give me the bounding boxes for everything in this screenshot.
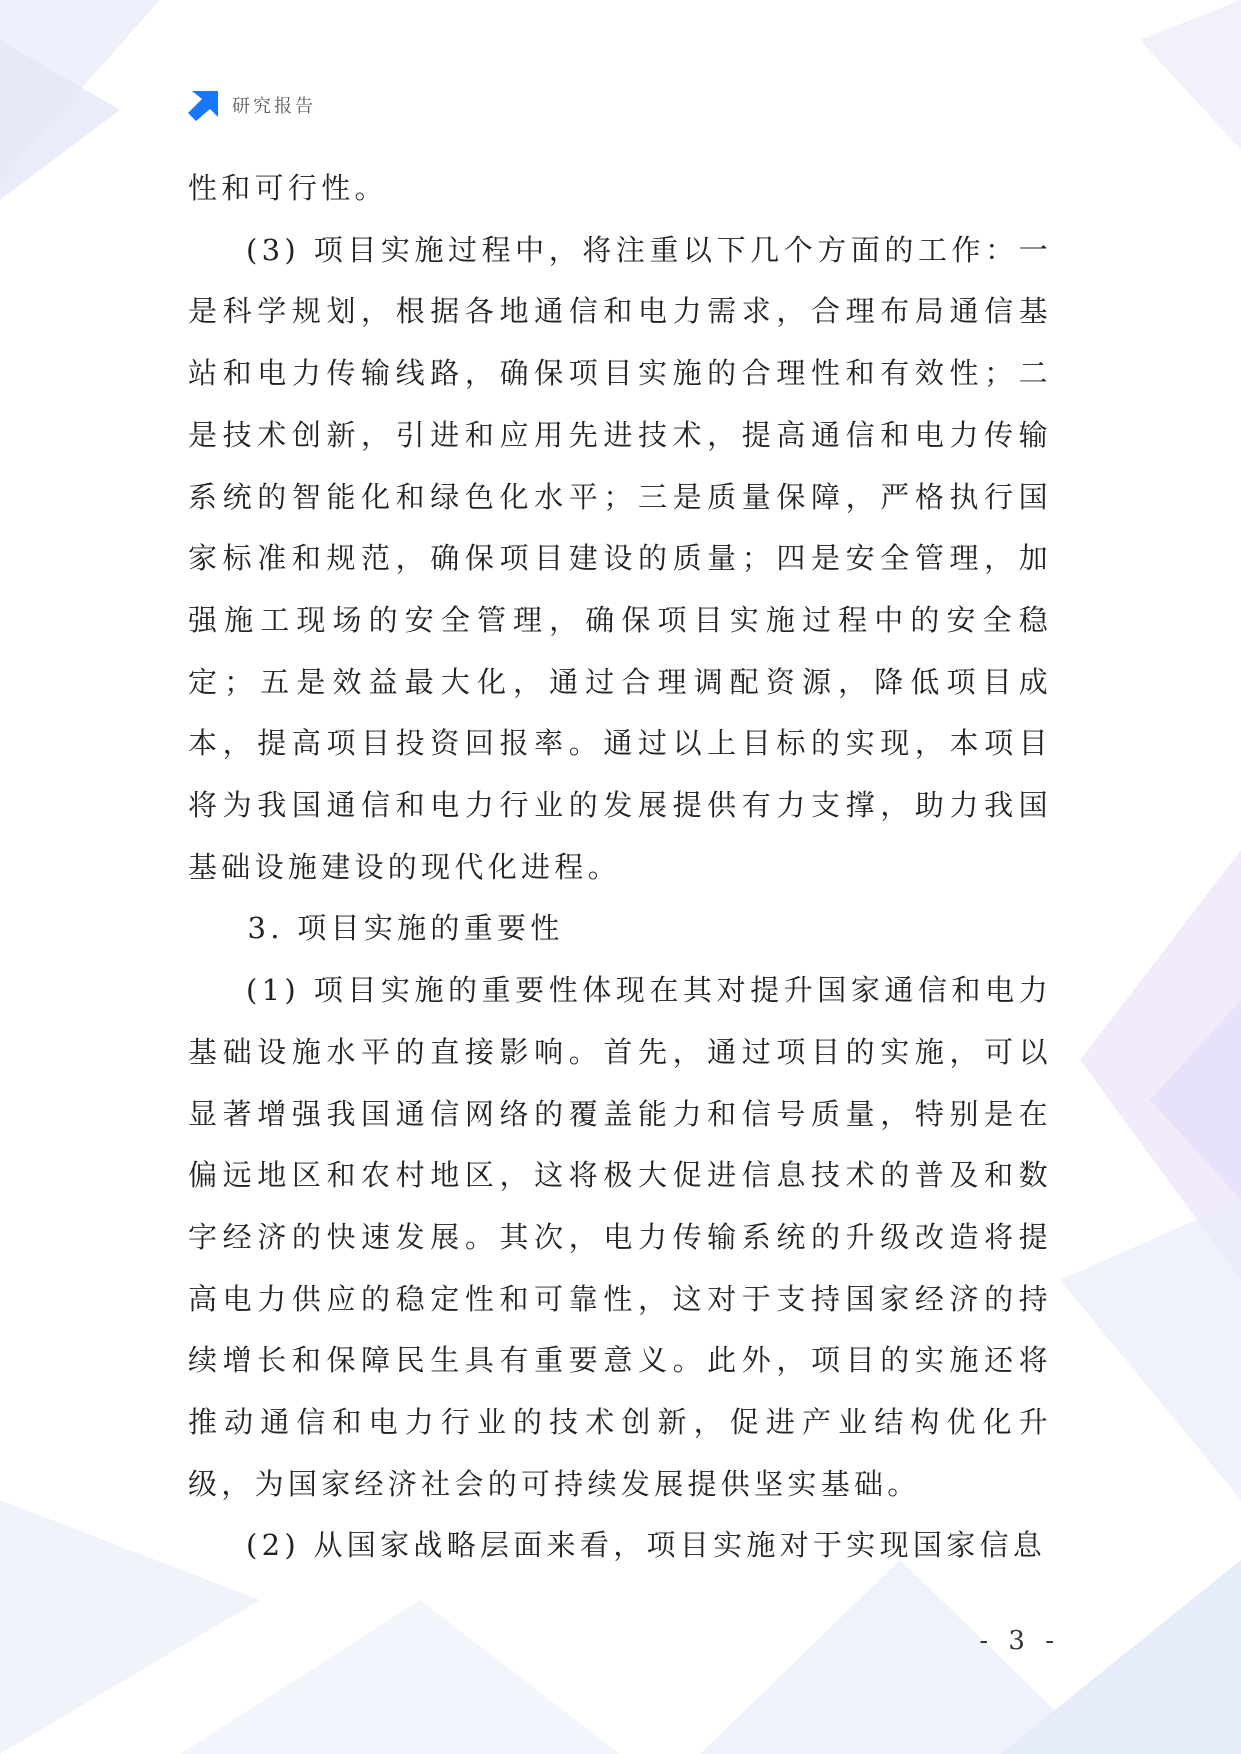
paragraph-item-2: (2) 从国家战略层面来看，项目实施对于实现国家信息 [246, 1528, 1047, 1563]
bg-shape-right-low [1060, 1200, 1241, 1500]
paragraph-item-3: (3) 项目实施过程中，将注重以下几个方面的工作：一是科学规划，根据各地通信和电力需求，合理布局通信基站和电力传输线路，确保项目实施的合理性和有效性；二是技术创新，引进和应用先进技术，提高通信和电力传输系统的智能化和绿色化水平；三是质量保障，严格执行国家标准和规范，确保项目建设的质量；四是安全管理，加强施工现场的安全管理，确保项目实施过程中的安全稳定；五是效益最大化，通过合理调配资源，降低项目成本，提高项目投资回报率。通过以上目标的实现，本项目将为我国通信和电力行业的发展提供有力支撑，助力我国基础设施建设的现代化进程。 [188, 232, 1052, 884]
document-body [188, 158, 1052, 1577]
paragraph-continuation: 性和可行性。 [188, 171, 388, 205]
arrow-up-right-icon [188, 89, 220, 121]
bg-shape-bottom-mid [180, 1600, 620, 1754]
header-title: 研究报告 [232, 96, 316, 117]
bg-shape-top-right [1140, 0, 1241, 150]
report-header [188, 88, 316, 122]
paragraph-item-1: (1) 项目实施的重要性体现在其对提升国家通信和电力基础设施水平的直接影响。首先，通过项目的实施，可以显著增强我国通信网络的覆盖能力和信号质量，特别是在偏远地区和农村地区，这将极大促进信息技术的普及和数字经济的快速发展。其次，电力传输系统的升级改造将提高电力供应的稳定性和可靠性，这对于支持国家经济的持续增长和保障民生具有重要意义。此外，项目的实施还将推动通信和电力行业的技术创新，促进产业结构优化升级，为国家经济社会的可持续发展提供坚实基础。 [188, 973, 1052, 1501]
section-heading: 3. 项目实施的重要性 [247, 911, 564, 946]
page-number: - 3 - [979, 1626, 1060, 1656]
bg-shape-bottom-corner [1000, 1560, 1241, 1754]
